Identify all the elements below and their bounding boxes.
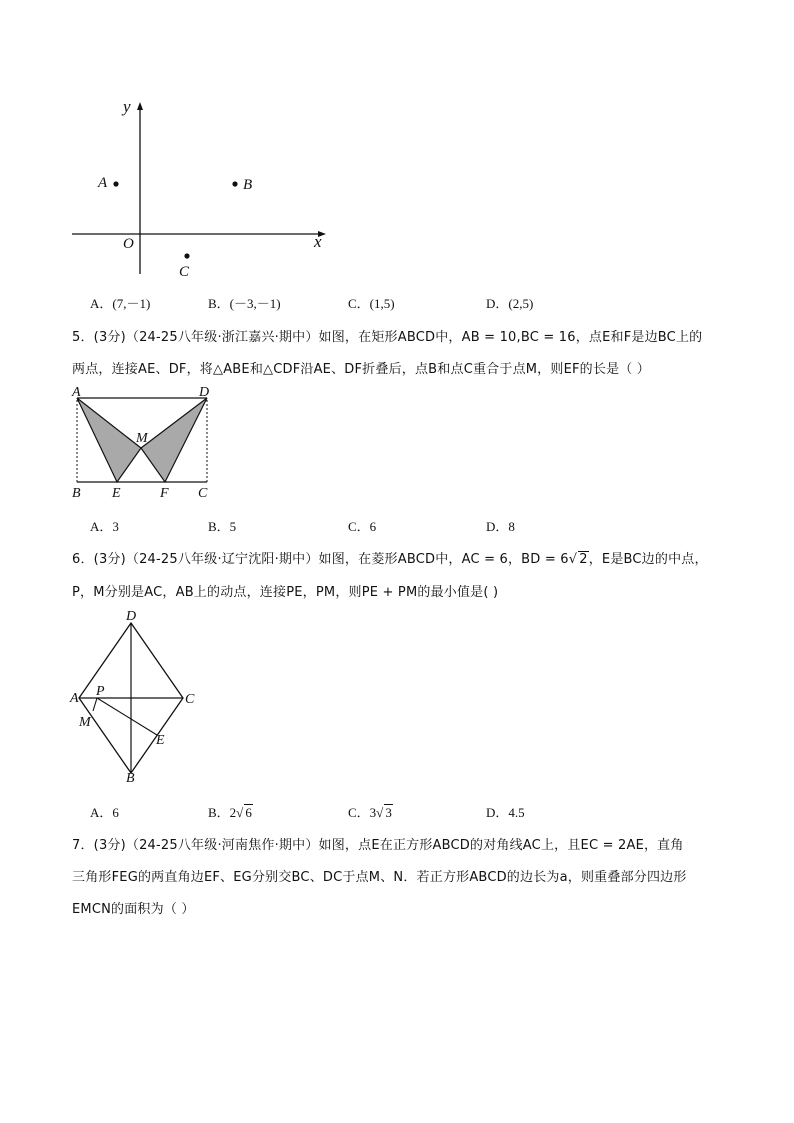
q6-rhombus-figure [66, 608, 206, 784]
q6-line1-pre: 6．(3分)（24-25八年级·辽宁沈阳·期中）如图，在菱形ABCD中，AC = 6，BD = 6 [72, 552, 569, 567]
segment-pm [93, 698, 97, 711]
label-c: C [185, 692, 195, 707]
point-a-label: A [98, 175, 108, 191]
label-b: B [72, 486, 81, 501]
q6-option-c-coef: C．3 [348, 805, 377, 820]
q6-option-b-coef: B．2 [208, 805, 237, 820]
label-d: D [126, 609, 137, 624]
q5-text-line-2: 两点，连接AE、DF，将△ABE和△CDF沿AE、DF折叠后，点B和点C重合于点M，则EF的长是（ ） [72, 362, 651, 377]
y-axis-arrow [137, 102, 143, 110]
sqrt-sign: √ 2 [568, 552, 588, 567]
q5-option-b[interactable]: B．5 [208, 519, 237, 534]
q6-text-line-2: P，M分别是AC，AB上的动点，连接PE，PM，则PE + PM的最小值是( ) [72, 585, 499, 600]
segment-pe [97, 698, 157, 735]
q4-option-c[interactable]: C．(1,5) [348, 296, 395, 311]
point-c-label: C [179, 264, 190, 280]
point-b-label: B [243, 177, 253, 193]
q5-rectangle-figure [66, 384, 218, 502]
q6-line1-radicand: 2 [579, 552, 588, 567]
y-axis-label: y [123, 97, 131, 116]
point-a [113, 181, 118, 186]
q6-line1-post: ，E是BC边的中点， [588, 552, 708, 567]
folded-triangle-ame [77, 398, 141, 482]
q5-option-d[interactable]: D．8 [486, 519, 515, 534]
label-e: E [156, 733, 165, 748]
q7-text-line-3: EMCN的面积为（ ） [72, 902, 195, 917]
q6-option-a[interactable]: A．6 [90, 805, 119, 820]
q4-option-b[interactable]: B．(－3,－1) [208, 296, 281, 311]
label-d: D [199, 385, 210, 400]
q4-option-a[interactable]: A．(7,－1) [90, 296, 151, 311]
q5-option-c[interactable]: C．6 [348, 519, 377, 534]
point-b [232, 181, 237, 186]
origin-label: O [123, 236, 134, 252]
label-m: M [79, 715, 91, 730]
folded-triangle-dmf [141, 398, 207, 482]
x-axis-label: x [314, 232, 322, 251]
q6-option-b[interactable] [208, 802, 253, 821]
point-c [184, 253, 189, 258]
label-a: A [72, 385, 81, 400]
q6-text-line-1 [72, 548, 708, 567]
coordinate-figure [60, 92, 340, 282]
label-c: C [198, 486, 208, 501]
sqrt-sign: √ 6 [236, 805, 252, 820]
label-a: A [70, 691, 79, 706]
q4-option-d[interactable]: D．(2,5) [486, 296, 534, 311]
q7-text-line-2: 三角形FEG的两直角边EF、EG分别交BC、DC于点M、N．若正方形ABCD的边长为a，则重叠部分四边形 [72, 870, 687, 885]
q5-option-a[interactable]: A．3 [90, 519, 119, 534]
label-f: F [160, 486, 169, 501]
q7-text-line-1: 7．(3分)（24-25八年级·河南焦作·期中）如图，点E在正方形ABCD的对角线AC上，且EC = 2AE，直角 [72, 838, 684, 853]
q5-text-line-1: 5．(3分)（24-25八年级·浙江嘉兴·期中）如图，在矩形ABCD中，AB = 10,BC = 16，点E和F是边BC上的 [72, 330, 703, 345]
label-b: B [126, 771, 135, 784]
q6-option-b-radicand: 6 [245, 805, 252, 820]
label-p: P [96, 684, 105, 699]
q6-option-c[interactable] [348, 802, 393, 821]
sqrt-sign: √ 3 [376, 805, 392, 820]
q6-option-c-radicand: 3 [385, 805, 392, 820]
label-m: M [136, 431, 148, 446]
q6-option-d[interactable]: D．4.5 [486, 805, 525, 820]
label-e: E [112, 486, 121, 501]
